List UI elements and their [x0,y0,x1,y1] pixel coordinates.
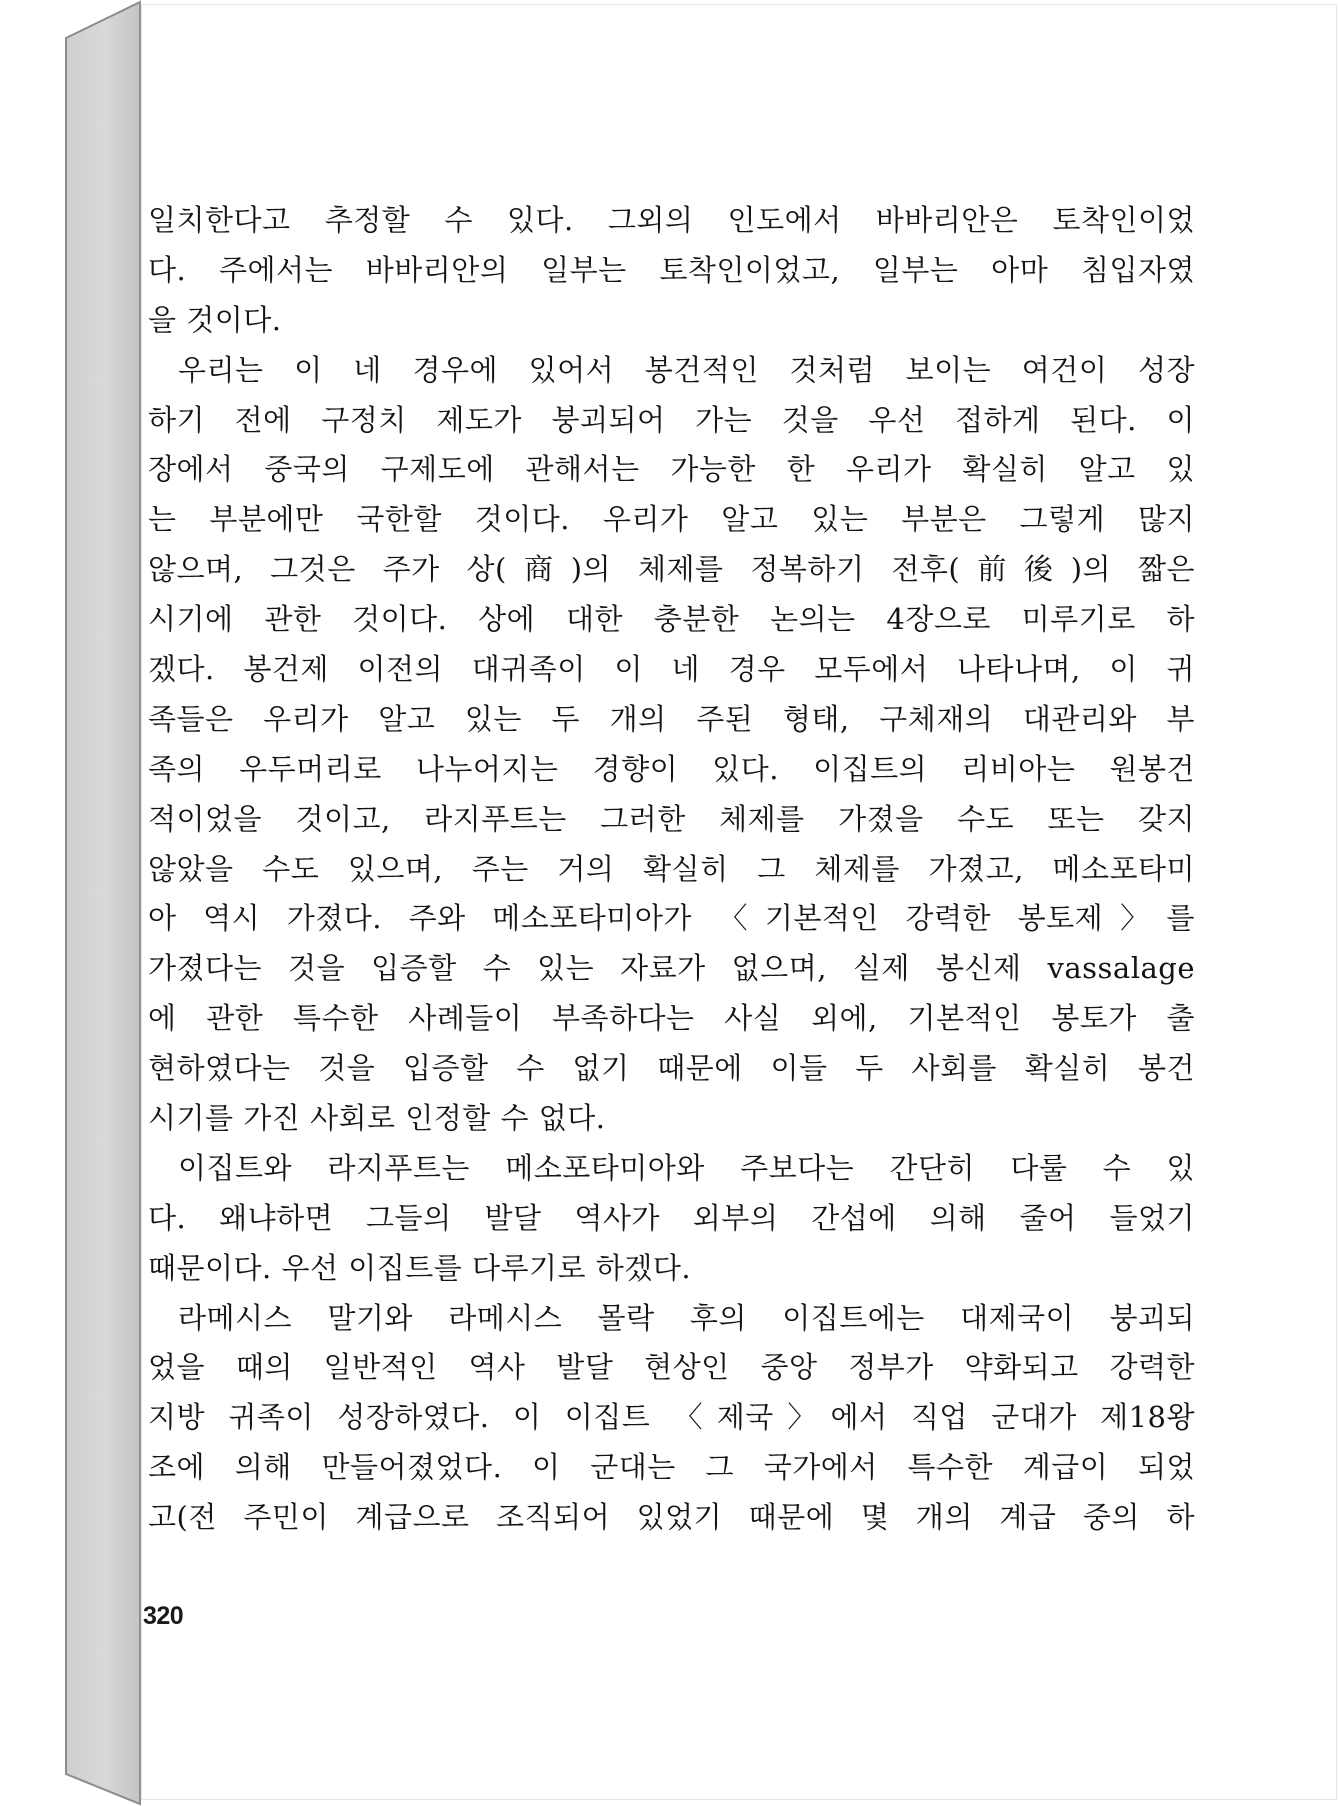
text-line: 장에서 중국의 구제도에 관해서는 가능한 한 우리가 확실히 알고 있 [148,452,1195,487]
text-line: 않으며, 그것은 주가 상(商)의 체제를 정복하기 전후(前後)의 짧은 [148,552,1195,587]
text-line: 아 역시 가졌다. 주와 메소포타미아가 〈기본적인 강력한 봉토제〉를 [148,901,1195,936]
text-line: 않았을 수도 있으며, 주는 거의 확실히 그 체제를 가졌고, 메소포타미 [148,851,1195,886]
text-line: 족들은 우리가 알고 있는 두 개의 주된 형태, 구체재의 대관리와 부 [148,701,1195,736]
text-line: 다. 왜냐하면 그들의 발달 역사가 외부의 간섭에 의해 줄어 들었기 [148,1200,1195,1235]
text-line: 을 것이다. [148,302,282,337]
text-line: 지방 귀족이 성장하였다. 이 이집트 〈제국〉에서 직업 군대가 제18왕 [148,1400,1195,1435]
text-line: 족의 우두머리로 나누어지는 경향이 있다. 이집트의 리비아는 원봉건 [148,751,1195,786]
text-line: 시기를 가진 사회로 인정할 수 없다. [148,1101,606,1136]
text-line: 었을 때의 일반적인 역사 발달 현상인 중앙 정부가 약화되고 강력한 [148,1350,1195,1385]
text-line: 에 관한 특수한 사례들이 부족하다는 사실 외에, 기본적인 봉토가 출 [148,1001,1195,1036]
text-line: 라메시스 말기와 라메시스 몰락 후의 이집트에는 대제국이 붕괴되 [178,1300,1195,1335]
text-line: 우리는 이 네 경우에 있어서 봉건적인 것처럼 보이는 여건이 성장 [178,352,1195,387]
text-line: 적이었을 것이고, 라지푸트는 그러한 체제를 가졌을 수도 또는 갖지 [148,801,1195,836]
text-line: 고(전 주민이 계급으로 조직되어 있었기 때문에 몇 개의 계급 중의 하 [148,1500,1195,1535]
text-line: 때문이다. 우선 이집트를 다루기로 하겠다. [148,1250,692,1285]
text-line: 시기에 관한 것이다. 상에 대한 충분한 논의는 4장으로 미루기로 하 [148,602,1195,637]
text-line: 다. 주에서는 바바리안의 일부는 토착인이었고, 일부는 아마 침입자였 [148,252,1195,287]
text-line: 일치한다고 추정할 수 있다. 그외의 인도에서 바바리안은 토착인이었 [148,203,1195,237]
book-spine-shape [64,0,142,1806]
text-line: 조에 의해 만들어졌었다. 이 군대는 그 국가에서 특수한 계급이 되었 [148,1450,1195,1485]
text-line: 이집트와 라지푸트는 메소포타미아와 주보다는 간단히 다룰 수 있 [178,1150,1195,1185]
text-line: 가졌다는 것을 입증할 수 있는 자료가 없으며, 실제 봉신제 vassalage [148,951,1195,986]
text-line: 하기 전에 구정치 제도가 붕괴되어 가는 것을 우선 접하게 된다. 이 [148,402,1195,437]
book-spine [64,0,142,1806]
text-line: 겠다. 봉건제 이전의 대귀족이 이 네 경우 모두에서 나타나며, 이 귀 [148,652,1195,687]
text-line: 현하였다는 것을 입증할 수 없기 때문에 이들 두 사회를 확실히 봉건 [148,1051,1195,1086]
page-number: 320 [143,1602,184,1630]
text-line: 는 부분에만 국한할 것이다. 우리가 알고 있는 부분은 그렇게 많지 [148,502,1195,537]
body-text [148,196,1195,1543]
